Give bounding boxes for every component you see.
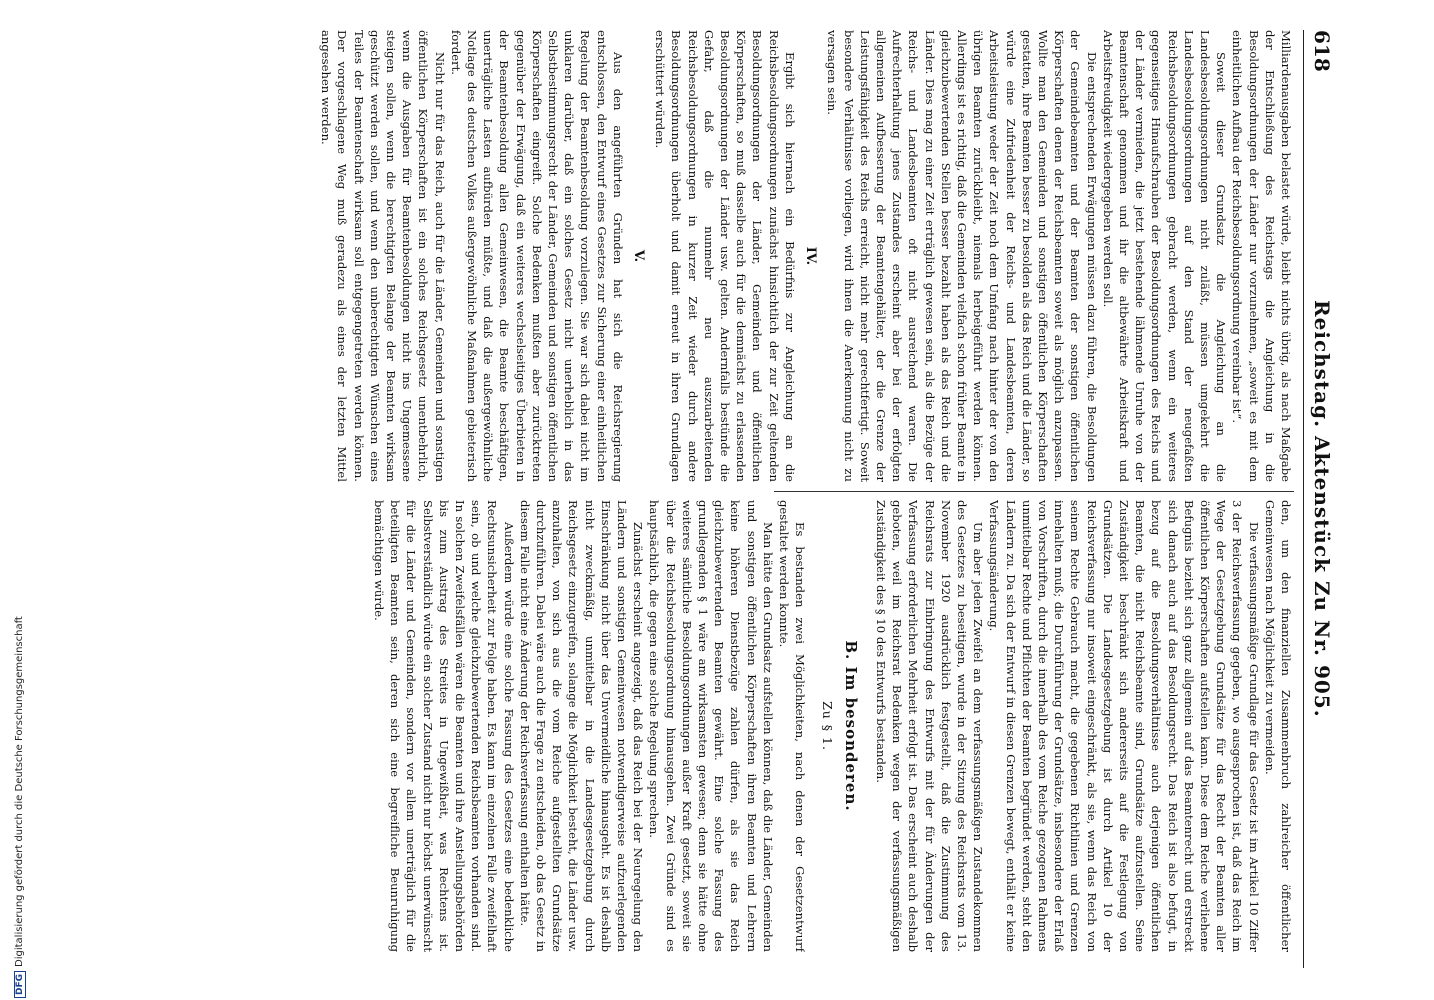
credit-text: Digitalisierung gefördert durch die Deutsche Forschungsgemeinschaft [14, 616, 25, 967]
paragraph: den, um den finanziellen Zusammenbruch zahlreicher öffentlicher Gemeinwesen nach Möglichkeit zu vermeiden. [1262, 500, 1293, 952]
paragraph: Die verfassungsmäßige Grundlage für das Gesetz ist im Artikel 10 Ziffer 3 der Reichsverfassung gegeben, wo ausgesprochen ist, daß das Reich im Wege der Gesetzgebung Grundsätze für das Recht der Beamten aller öffentlichen Körperschaften aufstellen kann. Diese dem Reiche verliehene Befugnis bezieht sich ganz allgemein auf das Beamtenrecht und erstreckt sich danach auch auf das Besoldungsrecht. Das Reich ist also befugt, in bezug auf die Besoldungsverhältnisse auch derjenigen öffentlichen Beamten, die nicht Reichsbeamte sind, Grundsätze aufzustellen. Seine Zuständigkeit beschränkt sich andererseits auf die Festlegung von Grundsätzen. Die Landesgesetzgebung ist durch Artikel 10 der Reichsverfassung nur insoweit eingeschränkt, als sie, wenn das Reich von seinem Rechte Gebrauch macht, die gegebenen Richtlinien und Grenzen innehalten muß; die Durchführung der Grundsätze, insbesondere der Erlaß von Vorschriften, durch die innerhalb des vom Reiche gezogenen Rahmens unmittelbar Rechte und Pflichten der Beamten begründet werden, steht den Ländern zu. Da sich der Entwurf in diesen Grenzen bewegt, enthält er keine Verfassungsänderung. [987, 500, 1261, 952]
paragraph: Zunächst erscheint angezeigt, daß das Reich bei der Neuregelung den Ländern und sonstigen Gemeinwesen notwendigerweise aufzuerlegenden Einschränkung nicht über das Unvermeidliche hinausgeht. Es ist deshalb nicht zweckmäßig, unmittelbar in die Landesgesetzgebung durch Reichsgesetz einzugreifen, solange die Möglichkeit besteht, die Länder usw. anzuhalten, von sich aus die vom Reiche aufgestellten Grundsätze durchzuführen. Dabei wäre auch die Frage zu entscheiden, ob das Gesetz in diesem Falle nicht eine Änderung der Reichsverfassung enthalten hätte. [517, 500, 646, 952]
left-column [68, 30, 1294, 482]
rotated-page [68, 30, 1338, 968]
section-heading-iv: IV. [803, 246, 819, 266]
paragraph: Um aber jeden Zweifel an dem verfassungsmäßigen Zustandekommen des Gesetzes zu beseitigen, wurde in der Sitzung des Reichsrats vom 13. November 1920 ausdrücklich festgestellt, daß die Zustimmung des Reichsrats zur Einbringung des Entwurfs mit der für Änderungen der Verfassung erforderlichen Mehrheit erfolgt ist. Das erscheint auch deshalb geboten, weil im Reichsrat Bedenken wegen der verfassungsmäßigen Zuständigkeit des § 10 des Entwurfs bestanden. [873, 500, 986, 952]
paragraph: Ergibt sich hiernach ein Bedürfnis zur Angleichung an die Reichsbesoldungsordnungen zunächst hinsichtlich der zur Zeit geltenden Besoldungsordnungen der Länder, Gemeinden und öffentlichen Körperschaften, so muß dasselbe auch für die demnächst zu erlassenden Besoldungsordnungen der Länder usw. gelten. Andernfalls bestünde die Gefahr, daß die nunmehr neu auszuarbeitenden Reichsbesoldungsordnungen in kurzer Zeit wieder durch andere Besoldungsordnungen überholt und damit erneut in ihren Grundlagen erschüttert würden. [653, 30, 797, 482]
section-heading-v: V. [631, 249, 647, 263]
paragraph: Milliardenausgaben belastet würde, bleibt nichts übrig, als nach Maßgabe der Entschließung des Reichstags die Angleichung in die Besoldungsordnungen der Länder nur vorzunehmen, „soweit es mit dem einheitlichen Aufbau der Reichsbesoldungsordnung vereinbar ist“. [1230, 30, 1293, 482]
right-column [68, 500, 1294, 952]
paragraph: Außerdem würde eine solche Fassung des Gesetzes eine bedenkliche Rechtsunsicherheit zur Folge haben. Es kann im einzelnen Falle zweifelhaft sein, ob und welche gleichzubewertenden Reichsbeamten vorhanden sind. In solchen Zweifelsfällen wären die Beamten und ihre Anstellungsbehörden bis zum Austrag des Streites in Ungewißheit, was Rechtens ist. Selbstverständlich würde ein solcher Zustand nicht nur höchst unerwünscht für die Länder und Gemeinden, sondern vor allem unerträglich für die beteiligten Beamten sein, deren sich eine begreifliche Beunruhigung bemächtigen würde. [372, 500, 516, 952]
column-divider [774, 491, 1294, 492]
page-header [1303, 30, 1338, 968]
digitization-credit [14, 616, 26, 998]
paragraph: Soweit dieser Grundsatz die Angleichung an die Landesbesoldungsordnungen nicht zuläßt, müssen umgekehrt die Landesbesoldungsordnungen auf den Stand der neugefaßten Reichsbesoldungsordnungen gebracht werden, wenn ein weiteres gegenseitiges Hinaufschrauben der Besoldungsordnungen des Reichs und der Länder vermieden, die jetzt bestehende lähmende Unruhe von der Beamtenschaft genommen und ihr die altbewährte Arbeitskraft und Arbeitsfreudigkeit wiedergegeben werden soll. [1100, 30, 1229, 482]
sub-heading: Zu § 1. [819, 701, 835, 751]
paragraph: Man hätte den Grundsatz aufstellen können, daß die Länder, Gemeinden und sonstigen öffentlichen Körperschaften ihren Beamten und Lehrern keine höheren Dienstbezüge zahlen dürfen, als sie das Reich gleichzubewertenden Beamten gewährt. Eine solche Fassung des grundlegenden § 1 wäre am wirksamsten gewesen; denn sie hätte ohne weiteres sämtliche Besoldungsordnungen außer Kraft gesetzt, soweit sie über die Reichsbesoldungsordnung hinausgehen. Zwei Gründe sind es hauptsächlich, die gegen eine solche Regelung sprechen. [647, 500, 775, 952]
page-number: 618 [1310, 30, 1334, 72]
columns [68, 30, 1294, 968]
paragraph: Nicht nur für das Reich, auch für die Länder, Gemeinden und sonstigen öffentlichen Körperschaften ist ein solches Reichsgesetz unentbehrlich, wenn die Ausgaben für Beamtenbesoldungen nicht ins Ungemessene steigen sollen, wenn die berechtigten Belange der Beamten wirksam geschützt werden sollen, und wenn den unberechtigten Wünschen eines Teiles der Beamtenschaft wirksam soll entgegengetreten werden können. Der vorgeschlagene Weg muß geradezu als eines der letzten Mittel angesehen werden. [319, 30, 447, 482]
page-title: Reichstag. Aktenstück Zu Nr. 905. [1310, 300, 1334, 718]
section-heading-b: B. Im besonderen. [841, 640, 860, 812]
paragraph: Es bestanden zwei Möglichkeiten, nach denen der Gesetzentwurf gestaltet werden konnte. [777, 500, 808, 952]
dfg-logo: DFG [14, 971, 26, 998]
paragraph: Aus den angeführten Gründen hat sich die Reichsregierung entschlossen, den Entwurf eines Gesetzes zur Sicherung einer einheitlichen Regelung der Beamtenbesoldung vorzulegen. Sie war sich dabei nicht im unklaren darüber, daß ein solches Gesetz nicht unerheblich in das Selbstbestimmungsrecht der Länder, Gemeinden und sonstigen öffentlichen Körperschaften eingreift. Solche Bedenken mußten aber zurücktreten gegenüber der Erwägung, daß ein weiteres wechselseitiges Überbieten in der Beamtenbesoldung allen Gemeinwesen, die Beamte beschäftigen, unerträgliche Lasten aufbürden müßte, und daß die außergewöhnliche Notlage des deutschen Volkes außergewöhnliche Maßnahmen gebieterisch fordert. [448, 30, 625, 482]
paragraph: Die entsprechenden Erwägungen müssen dazu führen, die Besoldungen der Gemeindebeamten und der Beamten der sonstigen öffentlichen Körperschaften denen der Reichsbeamten soweit als möglich anzupassen. Wollte man den Gemeinden und sonstigen öffentlichen Körperschaften gestatten, ihre Beamten besser zu besolden als das Reich und die Länder, so würde eine Zufriedenheit der Reichs- und Landesbeamten, deren Arbeitsleistung weder der Zeit noch dem Umfang nach hinter der von den übrigen Beamten zurückbleibt, niemals herbeigeführt werden können. Allerdings ist es richtig, daß die Gemeinden vielfach schon früher Beamte in gleichzubewertenden Stellen besser bezahlt haben als das Reich und die Länder. Dies mag zu einer Zeit erträglich gewesen sein, als die Bezüge der Reichs- und Landesbeamten oft nicht ausreichend waren. Die Aufrechterhaltung jenes Zustandes erscheint aber bei der erfolgten allgemeinen Aufbesserung der Beamtengehälter, der die Grenze der Leistungsfähigkeit des Reichs erreicht, nicht mehr gerechtfertigt. Soweit besondere Verhältnisse vorliegen, wird ihnen die Anerkennung nicht zu versagen sein. [825, 30, 1099, 482]
